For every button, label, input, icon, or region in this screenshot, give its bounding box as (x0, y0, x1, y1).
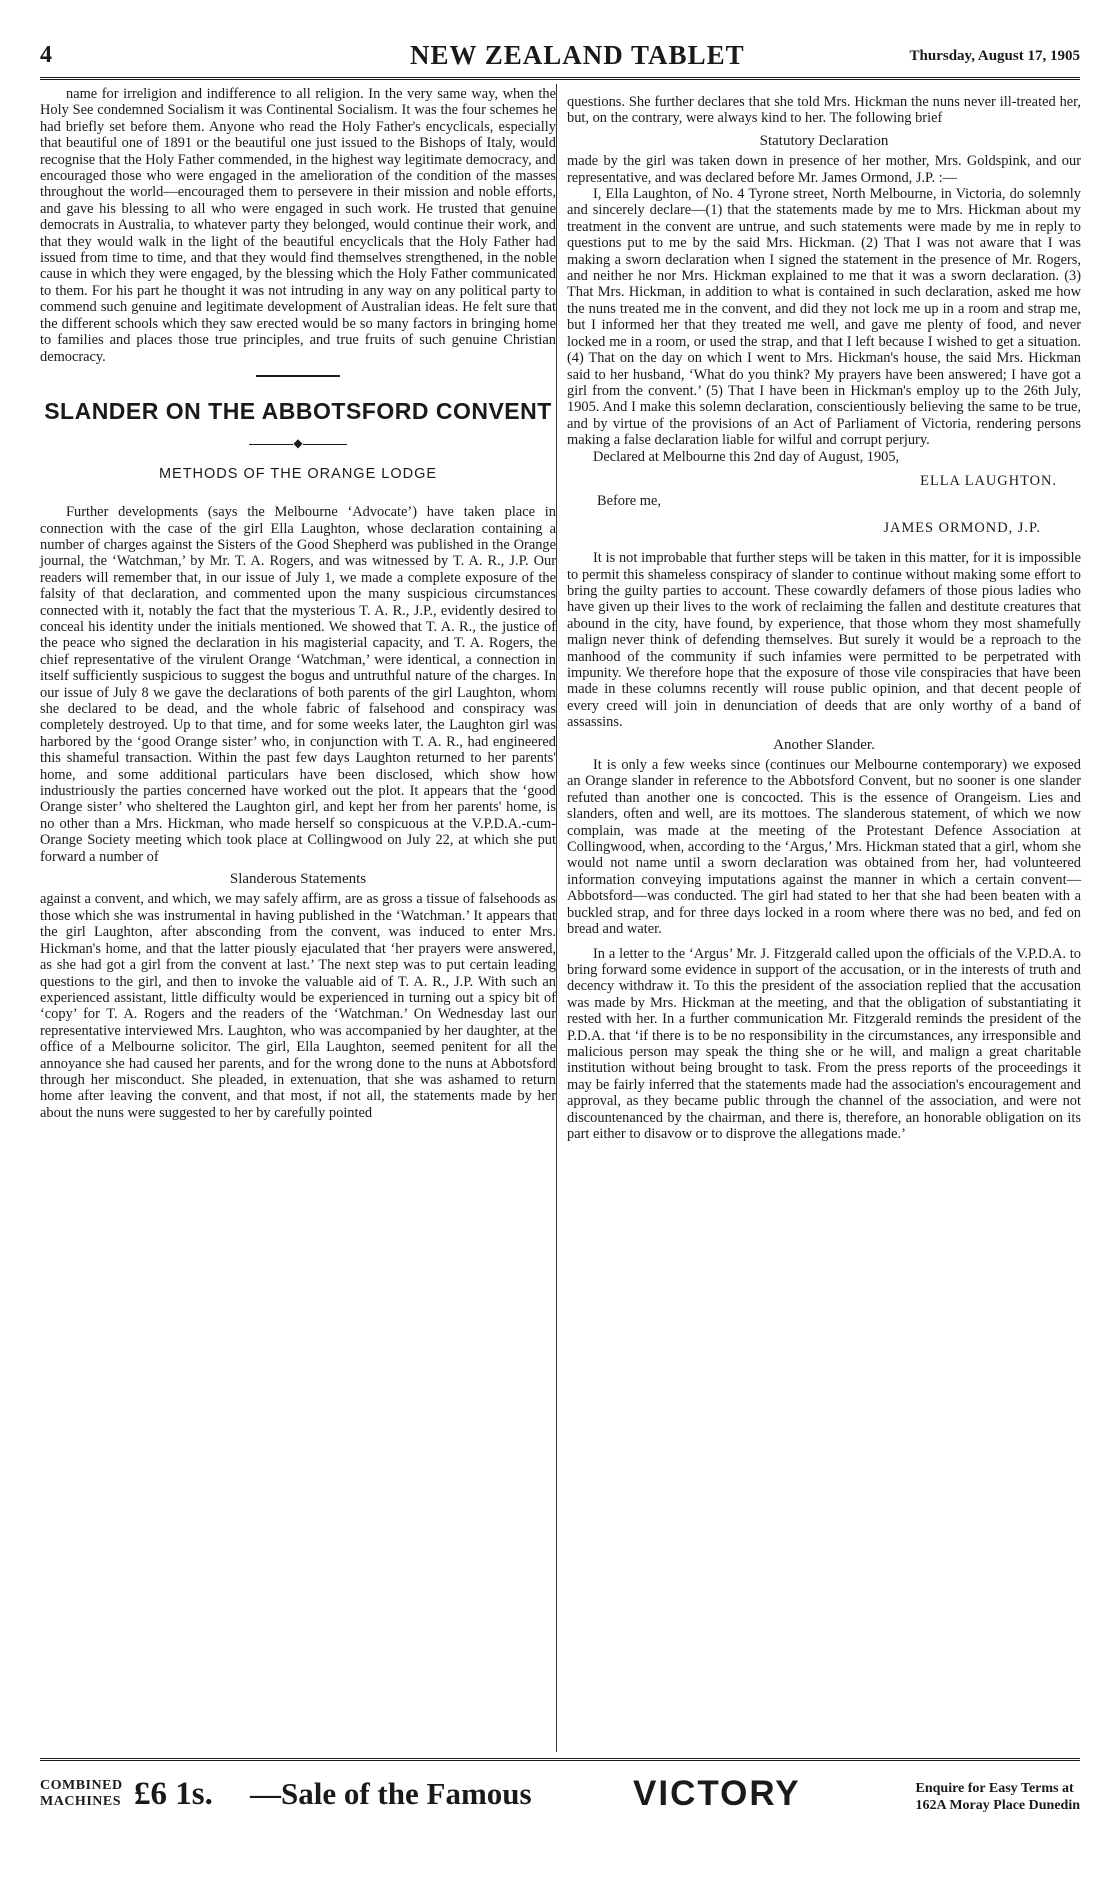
section-subhead: Statutory Declaration (759, 132, 889, 149)
issue-date: Thursday, August 17, 1905 (909, 48, 1080, 64)
column-divider (556, 84, 557, 1752)
ad-enquire-block (916, 1780, 1081, 1814)
article-paragraph: It is only a few weeks since (continues our Melbourne contemporary) we exposed an Orange slander in reference to the Abbotsford Convent, but no sooner is one slander refuted than another one is concocted. This is the essence of Orangeism. Lies and slanders, often and well, are its mottoes. The slanderous statement, of which we now complain, was made at the meeting of the Protestant Defence Association at Collingwood, when, according to the ‘Argus,’ Mrs. Hickman stated that a girl, whom she would not name until a sworn declaration was obtained from her, had volunteered information conveying imputations against the manner in which a certain convent—Abbotsford—was conducted. The girl had stated to her that she had been beaten with a buckled strap, and for three days locked in a room where there was no bed, and fed on bread and water. (567, 757, 1081, 938)
page-header (40, 40, 1080, 74)
left-column (40, 86, 556, 1121)
before-me-line: Before me, (597, 493, 661, 510)
ornament-rule (40, 435, 556, 451)
masthead: NEW ZEALAND TABLET (410, 40, 745, 70)
section-subhead: Slanderous Statements (229, 871, 367, 888)
ad-address: 162A Moray Place Dunedin (915, 1798, 1080, 1813)
article-paragraph: It is not improbable that further steps will be taken in this matter, for it is impossible to permit this shameless conspiracy of slander to continue without making some effort to bring the guilty parties to account. These cowardly defamers of those pious ladies who have given up their lives to the work of reclaiming the fallen and destitute creatures that abound in the city, have found, by experience, that those whom they most shamefully malign never think of defending themselves. But surely it would be a reproach to the manhood of the community if such infamies were permitted to be perpetrated with impunity. We therefore hope that the exposure of those vile conspiracies that have been made in these columns recently will rouse public opinion, and that decent people of every creed will join in denunciation of deeds that are only worthy of a band of assassins. (567, 550, 1081, 731)
article-paragraph: In a letter to the ‘Argus’ Mr. J. Fitzgerald called upon the officials of the V.P.D.A. to bring forward some evidence in support of the accusation, or in the interests of truth and decency withdraw it. To this the president of the association replied that the accusation was made by Mrs. Hickman at the meeting, and that the obligation of substantiating it rested with her. In a further communication Mr. Fitzgerald reminds the president of the P.D.A. that ‘if there is to be no responsibility in the circumstances, any irresponsible and malicious person may speak the thing she or he will, and malign a great charitable institution without being brought to task. From the press reports of the proceedings it may be fairly inferred that the statements made had the association's encouragement and approval, as they became public through the channel of the association, and were not discountenanced by the chairman, and there is, therefore, an honorable obligation on its part either to disavow or to disprove the allegations made.’ (567, 945, 1081, 1142)
footer-rule (40, 1758, 1080, 1761)
ad-sale-text: —Sale of the Famous (250, 1776, 532, 1811)
header-rule (40, 77, 1080, 80)
declared-at-line: Declared at Melbourne this 2nd day of August, 1905, (593, 448, 900, 465)
declaration-text: I, Ella Laughton, of No. 4 Tyrone street, North Melbourne, in Victoria, do solemnly and sincerely declare—(1) that the statements made by me to Mrs. Hickman about my treatment in the convent are untrue, and such statements were made by me in reply to questions put to me by the said Mrs. Hickman. (2) That I was not aware that I was making a sworn declaration when I signed the statement in the presence of Mr. Rogers, and neither he nor Mrs. Hickman explained to me that it was a sworn declaration. (3) That Mrs. Hickman, in addition to what is contained in such declaration, asked me how the nuns treated me in the convent, and did they not lock me up in a room and strap me, but I informed her that they treated me well, and gave me plenty of food, and never locked me in a room, or used the strap, and that I left because I wished to get a situation. (4) That on the day on which I went to Mrs. Hickman's house, the said Mrs. Hickman said to her husband, ‘What do you think? My prayers have been answered; I have got a girl from the convent.’ (5) That I have been in Hickman's employ up to the 26th July, 1905. And I make this solemn declaration, conscientiously believing the same to be true, and by virtue of the provisions of an Act of Parliament of Victoria, rendering persons making a false declaration liable for wilful and corrupt perjury. (567, 186, 1081, 449)
article-headline: SLANDER ON THE ABBOTSFORD CONVENT (44, 397, 552, 424)
declarant-signature: ELLA LAUGHTON. (920, 472, 1057, 489)
article-paragraph: against a convent, and which, we may safely affirm, are as gross a tissue of falsehoods as those which she was instrumental in having published in the ‘Watchman.’ It appears that the girl Laughton, after absconding from the convent, was induced to enter Mrs. Hickman's home, and that the latter piously ejaculated that ‘her prayers were answered, as she had got a girl from the convent at last.’ The next step was to put certain leading questions to the girl, and then to invoke the valuable aid of T. A. R., J.P. With such an experienced assistant, little difficulty would be experienced in turning out a spicy bit of ‘copy’ for T. A. Rogers and the readers of the ‘Watchman.’ On Wednesday last our representative interviewed Mrs. Laughton, who was accompanied by her daughter, at the office of a Melbourne solicitor. The girl, Ella Laughton, seemed penitent for all the annoyance she had caused her parents, and for the wrong done to the nuns at Abbotsford through her misconduct. She pleaded, in extenuation, that she was ashamed to return home after leaving the convent, and that most, if not all, the statements made by her about the nuns were suggested to her by carefully pointed (40, 891, 556, 1121)
advertisement-banner (40, 1774, 1080, 1834)
article-paragraph: made by the girl was taken down in presence of her mother, Mrs. Goldspink, and our representative, and was declared before Mr. James Ormond, J.P. :— (567, 153, 1081, 186)
ad-combined-machines: COMBINED MACHINES (40, 1778, 123, 1809)
article-subtitle: METHODS OF THE ORANGE LODGE (158, 465, 438, 482)
section-subhead: Another Slander. (773, 736, 875, 753)
article-paragraph: Further developments (says the Melbourne ‘Advocate’) have taken place in connection with the case of the girl Ella Laughton, whose declaration containing a number of charges against the Sisters of the Good Shepherd was published in the Orange journal, the ‘Watchman,’ by Mr. T. A. Rogers, and was witnessed by T. A. R., J.P. Our readers will remember that, in our issue of July 1, we made a complete exposure of the falsity of that declaration, and commented upon the many suspicious circumstances connected with it, notably the fact that the mysterious T. A. R., J.P., evidently desired to conceal his identity under the initials mentioned. We showed that T. A. R., the justice of the peace who signed the declaration in his magisterial capacity, and T. A. Rogers, the chief representative of the virulent Orange ‘Watchman,’ were identical, a connection in itself sufficiently suspicious to suggest the bogus and untruthful nature of the charges. In our issue of July 8 we gave the declarations of both parents of the girl Laughton, whom she declared to be dead, and the whole fabric of falsehood and conspiracy was completely destroyed. Up to that time, and for some weeks later, the Laughton girl was harbored by the ‘good Orange sister’ who, in conjunction with T. A. R., had engineered this shameful transaction. Within the past few days Laughton returned to her parents' home, and some additional particulars have been disclosed, which show how industriously the parties concerned have worked out the plot. It appears that the ‘good Orange sister’ who sheltered the Laughton girl, and kept her from her parents' home, is no other than a Mrs. Hickman, who made herself so conspicuous at the V.P.D.A.-cum-Orange Society meeting which took place at Collingwood on July 22, at which she put forward a number of (40, 504, 556, 865)
page-number: 4 (40, 42, 52, 68)
diamond-icon: ◆ (293, 436, 303, 451)
ad-enquire-text: Enquire for Easy Terms at (915, 1781, 1074, 1796)
witness-signature: JAMES ORMOND, J.P. (883, 519, 1041, 536)
section-end-rule (256, 375, 340, 377)
ad-price: £6 1s. (134, 1776, 213, 1812)
carryover-paragraph: name for irreligion and indifference to all religion. In the very same way, when the Holy See condemned Socialism it was Continental Socialism. It was the four schemes he had briefly set before them. Anyone who read the Holy Father's encyclicals, especially that beautiful one of 1891 or the beautiful one just issued to the Bishops of Italy, would recognise that the Holy Father commended, in the highest way legitimate democracy, and encouraged those who were engaged in the amelioration of the condition of the masses throughout the world—encouraged them to persevere in their mission and noble efforts, and gave his blessing to all who were engaged in such work. He trusted that genuine democrats in Australia, to whatever party they belonged, would continue their work, and that they would walk in the light of the beautiful encyclicals that the Holy Father had issued from time to time, and that they would find themselves strengthened, in the noble cause in which they were engaged, by the blessing which the Holy Father communicated to them. For his part he thought it was not intruding in any way on any political party to commend such genuine and legitimate development of Australian ideas. He felt sure that the different schools which they saw erected would be so many factors in bringing home to families and places those true principles, and true fruits of such genuine Christian democracy. (40, 86, 556, 365)
right-column (567, 94, 1081, 1142)
article-paragraph: questions. She further declares that she told Mrs. Hickman the nuns never ill-treated her, but, on the contrary, were always kind to her. The following brief (567, 94, 1081, 127)
ad-brand: VICTORY (633, 1774, 801, 1813)
